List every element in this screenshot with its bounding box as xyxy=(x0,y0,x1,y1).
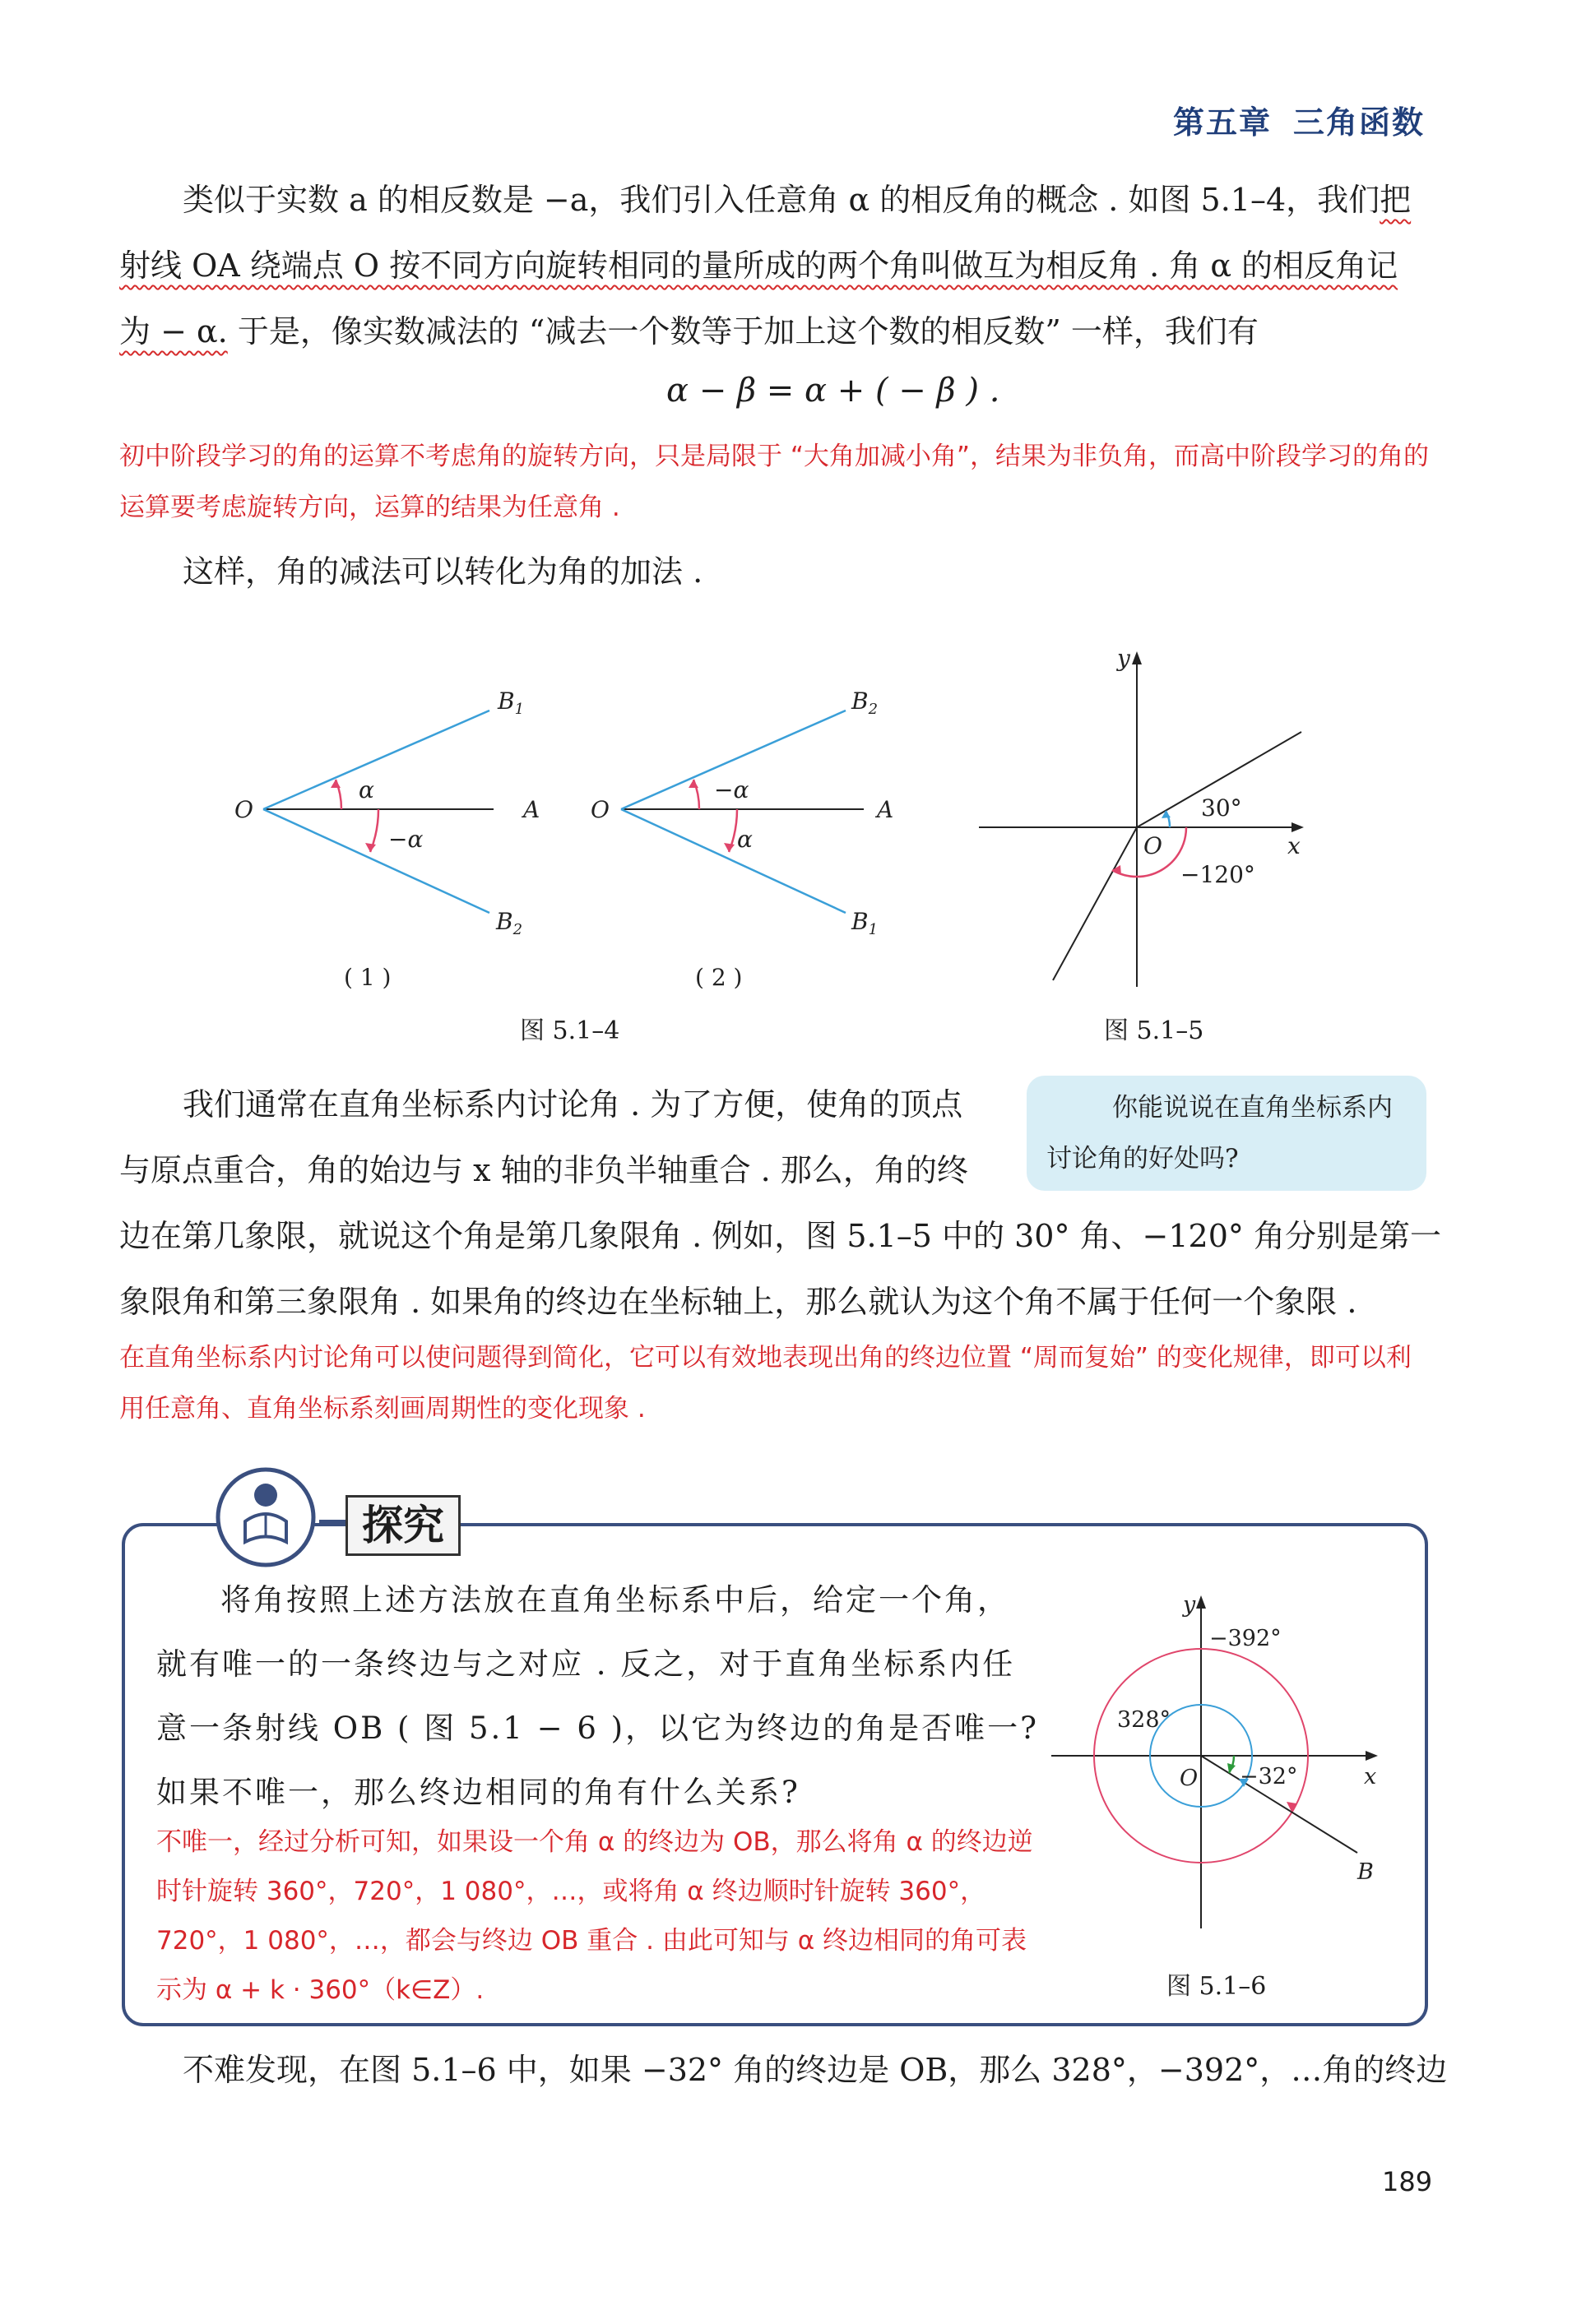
chapter-header xyxy=(1152,97,1425,142)
explore-line-1: 将角按照上述方法放在直角坐标系中后，给定一个角， xyxy=(220,1582,1010,1618)
explore-line-3: 意一条射线 OB ( 图 5.1 − 6 )，以它为终边的角是否唯一? xyxy=(156,1711,1039,1746)
body2-line-3: 边在第几象限，就说这个角是第几象限角 . 例如，图 5.1–5 中的 30° 角、−120° 角分别是第一 xyxy=(119,1218,1441,1254)
intro-line-3: 为 − α. 于是，像实数减法的 “减去一个数等于加上这个数的相反数” 一样，我们有 xyxy=(119,313,1259,350)
angle-label-alpha: α xyxy=(359,776,374,803)
figure-5-1-4 xyxy=(214,674,905,1020)
subfigure-label-2: ( 2 ) xyxy=(695,964,743,991)
intro-line-2: 射线 OA 绕端点 O 按不同方向旋转相同的量所成的两个角叫做互为相反角 . 角 α 的相反角记 xyxy=(119,248,1398,284)
figure-5-1-6 xyxy=(1045,1583,1390,1945)
subfigure-label-1: ( 1 ) xyxy=(344,964,392,991)
explore-line-4: 如果不唯一，那么终边相同的角有什么关系? xyxy=(156,1775,800,1810)
figure-5-1-5-caption: 图 5.1–5 xyxy=(1104,1016,1204,1045)
body2-line-4: 象限角和第三象限角 . 如果角的终边在坐标轴上，那么就认为这个角不属于任何一个象限 . xyxy=(119,1284,1357,1320)
label-A: A xyxy=(877,796,894,823)
angle-label-328: 328° xyxy=(1117,1707,1171,1733)
y-label: y xyxy=(1183,1592,1196,1618)
teacher-note-1: 初中阶段学习的角的运算不考虑角的旋转方向，只是局限于 “大角加减小角”，结果为非负角，而高中阶段学习的角的运算要考虑旋转方向，运算的结果为任意角 . xyxy=(119,442,1429,522)
chapter-title: 三角函数 xyxy=(1292,104,1425,141)
figure-5-1-6-caption: 图 5.1–6 xyxy=(1166,1972,1267,2001)
label-B2: $B_2$ xyxy=(496,908,523,938)
label-O: O xyxy=(591,796,610,823)
intro-line-1: 类似于实数 a 的相反数是 −a，我们引入任意角 α 的相反角的概念 . 如图 5.1–4，我们把 xyxy=(183,182,1412,218)
angle-label-neg392: −392° xyxy=(1209,1626,1282,1651)
y-axis-arrow xyxy=(1132,651,1142,664)
x-label: x xyxy=(1364,1764,1377,1789)
angle-label-alpha: α xyxy=(737,826,753,853)
subtraction-formula: α − β = α + ( − β ) . xyxy=(666,372,1000,410)
y-axis-arrow xyxy=(1196,1595,1206,1609)
origin-label: O xyxy=(1143,832,1162,859)
x-axis-arrow xyxy=(1292,822,1304,832)
page-number: 189 xyxy=(1382,2166,1433,2197)
label-O: O xyxy=(234,796,253,823)
figure-5-1-4-caption: 图 5.1–4 xyxy=(520,1016,620,1045)
angle-label-30: 30° xyxy=(1201,794,1242,822)
x-label: x xyxy=(1287,832,1301,859)
terminal-side-neg120 xyxy=(1053,827,1137,980)
angle-label-neg120: −120° xyxy=(1180,861,1255,888)
label-B1: $B_1$ xyxy=(498,687,525,718)
ray-OB1-2 xyxy=(621,809,846,913)
arrow-head xyxy=(365,843,376,852)
figure-5-1-5 xyxy=(971,641,1333,1003)
arrow-head xyxy=(689,780,698,788)
angle-label-neg-alpha: −α xyxy=(388,826,424,853)
chapter-number: 第五章 xyxy=(1172,104,1272,141)
title-connector xyxy=(319,1520,347,1523)
sidebox-line-1: 你能说说在直角坐标系内 xyxy=(1112,1093,1393,1123)
reader-icon xyxy=(212,1464,319,1571)
angle-label-neg-alpha: −α xyxy=(714,776,749,803)
ray-OB1-1 xyxy=(263,711,489,809)
label-B1: $B_1$ xyxy=(851,908,879,938)
body2-line-2: 与原点重合，角的始边与 x 轴的非负半轴重合 . 那么，角的终 xyxy=(119,1152,968,1188)
point-B-label: B xyxy=(1357,1859,1374,1885)
label-B2: $B_2$ xyxy=(851,687,879,718)
think-about-box xyxy=(1027,1076,1426,1191)
label-A: A xyxy=(523,796,540,823)
sidebox-line-2: 讨论角的好处吗? xyxy=(1046,1144,1239,1174)
explore-title: 探究 xyxy=(345,1495,461,1556)
body2-line-1: 我们通常在直角坐标系内讨论角 . 为了方便，使角的顶点 xyxy=(183,1086,963,1123)
y-label: y xyxy=(1117,645,1130,672)
angle-label-neg32: −32° xyxy=(1240,1764,1298,1789)
x-axis-arrow xyxy=(1366,1751,1378,1761)
teacher-note-2: 在直角坐标系内讨论角可以使问题得到简化，它可以有效地表现出角的终边位置 “周而复始” 的变化规律，即可以利用任意角、直角坐标系刻画周期性的变化现象 . xyxy=(119,1343,1412,1424)
explore-line-2: 就有唯一的一条终边与之对应 . 反之，对于直角坐标系内任 xyxy=(156,1646,1016,1682)
arrow-head xyxy=(1227,1763,1236,1773)
last-line: 不难发现，在图 5.1–6 中，如果 −32° 角的终边是 OB，那么 328°，−392°，…角的终边 xyxy=(183,2052,1448,2088)
origin-label: O xyxy=(1180,1766,1199,1791)
arrow-head xyxy=(331,780,341,788)
arrow-head xyxy=(1112,865,1121,875)
explore-answer: 不唯一，经过分析可知，如果设一个角 α 的终边为 OB，那么将角 α 的终边逆时针旋转 360°，720°，1 080°，…，或将角 α 终边顺时针旋转 360°，720°，1 080°，…，都会与终边 OB 重合 . 由此可知与 α 终边相同的角可表示为 α + k · 360°（k∈Z）. xyxy=(156,1827,1033,2005)
arrow-head xyxy=(724,843,735,852)
conclusion-line: 这样，角的减法可以转化为角的加法 . xyxy=(183,553,703,590)
